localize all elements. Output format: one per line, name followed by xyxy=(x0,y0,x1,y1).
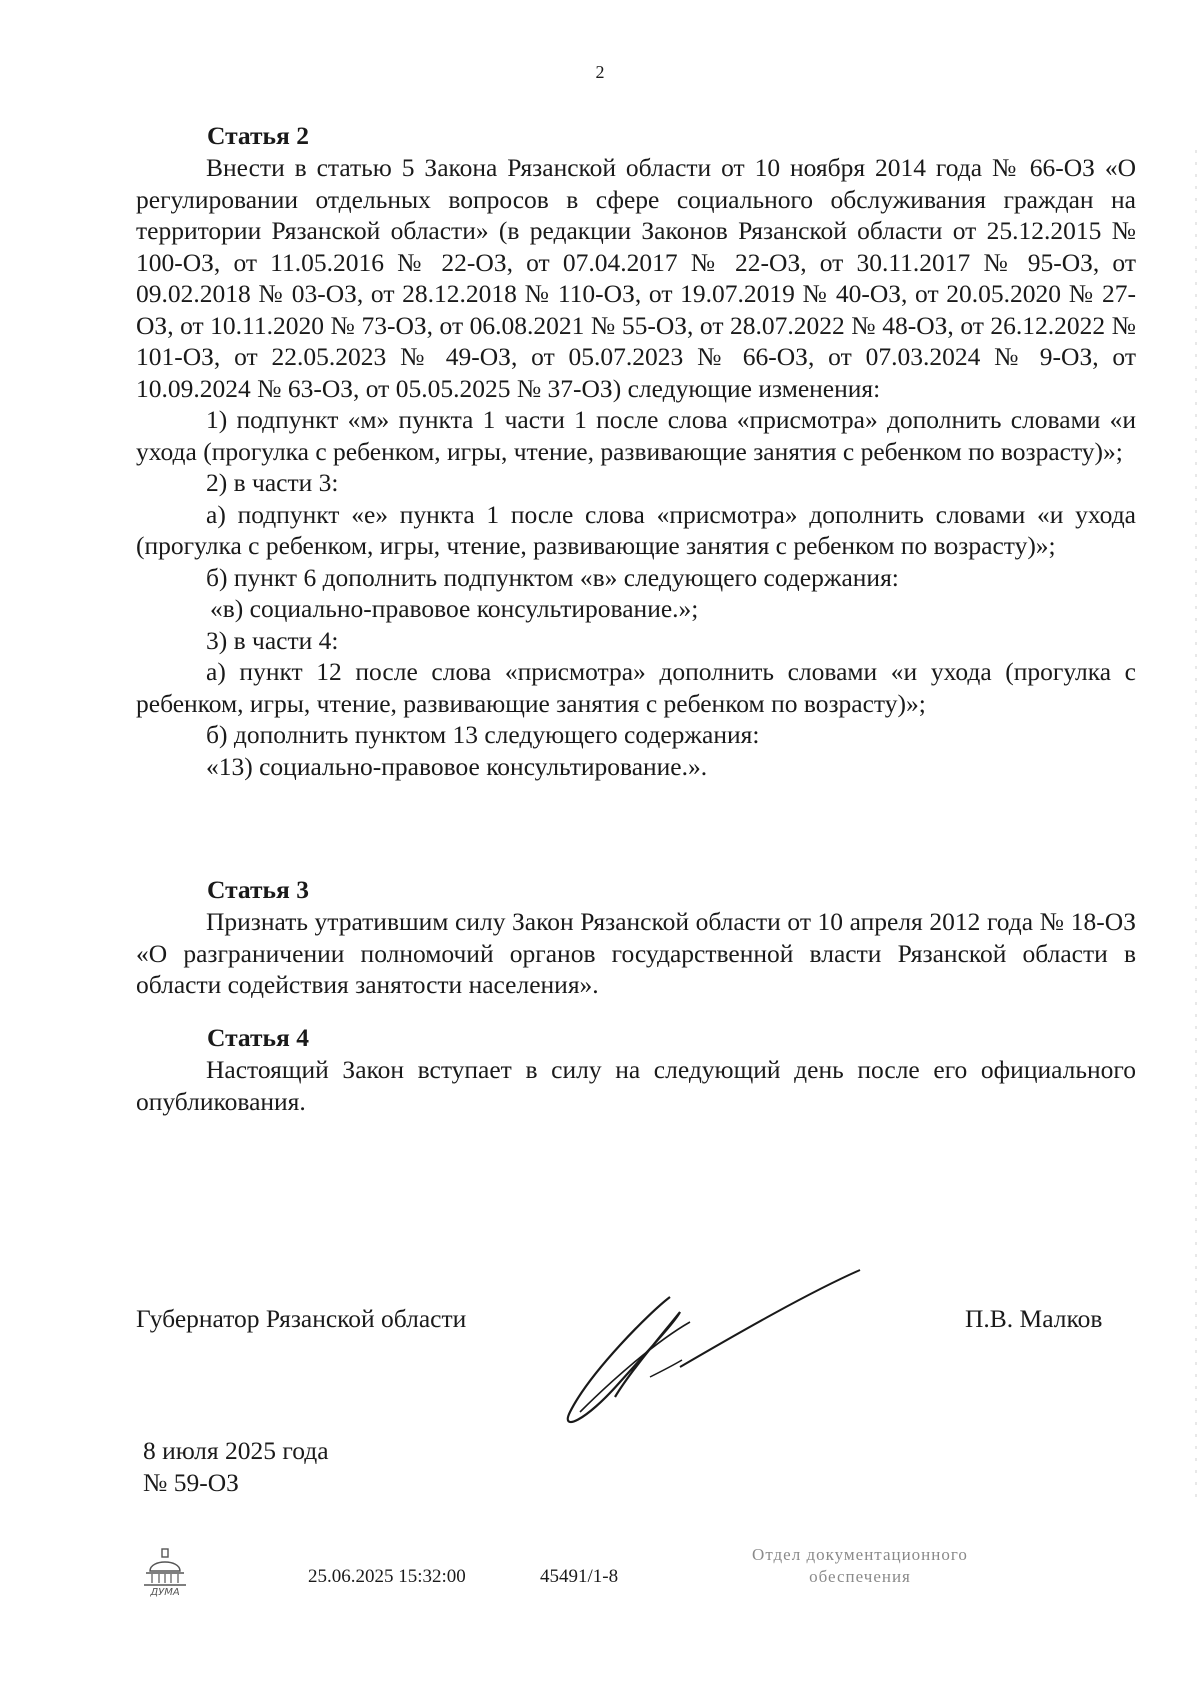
article-2-heading: Статья 2 xyxy=(207,121,309,150)
footer-timestamp: 25.06.2025 15:32:00 xyxy=(308,1566,466,1587)
article-4-text: Настоящий Закон вступает в силу на следующий день после его официального опубликования. xyxy=(136,1055,1136,1116)
page-number: 2 xyxy=(595,62,605,82)
article-4-body xyxy=(136,1054,1136,1117)
governor-name: П.В. Малков xyxy=(965,1304,1103,1333)
scan-edge-artifact xyxy=(1192,0,1200,1695)
footer-code: 45491/1-8 xyxy=(540,1566,619,1587)
stamp-line-2: обеспечения xyxy=(809,1567,911,1586)
article-3-heading: Статья 3 xyxy=(207,875,309,904)
governor-title: Губернатор Рязанской области xyxy=(136,1304,467,1333)
article-2-item-2a: а) подпункт «е» пункта 1 после слова «присмотра» дополнить словами «и ухода (прогулка с ребенком, игры, чтение, развивающие занятия с ребенком по возрасту)»; xyxy=(136,499,1136,560)
article-2-item-3b: б) дополнить пунктом 13 следующего содержания: xyxy=(206,720,760,749)
article-2-item-2b: б) пункт 6 дополнить подпунктом «в» следующего содержания: xyxy=(206,562,899,592)
law-number: № 59-ОЗ xyxy=(143,1468,239,1497)
handwritten-signature xyxy=(560,1262,870,1432)
article-4-heading: Статья 4 xyxy=(207,1023,309,1052)
article-2-item-1: 1) подпункт «м» пункта 1 части 1 после слова «присмотра» дополнить словами «и ухода (прогулка с ребенком, игры, чтение, развивающие занятия с ребенком по возрасту)»; xyxy=(136,405,1136,466)
article-2-item-2b-text: «в) социально-правовое консультирование.»; xyxy=(210,594,699,623)
stamp-line-1: Отдел документационного xyxy=(752,1545,968,1564)
article-2-intro: Внести в статью 5 Закона Рязанской области от 10 ноября 2014 года № 66-ОЗ «О регулировании отдельных вопросов в сфере социального обслуживания граждан на территории Рязанской области» (в редакции Законов Рязанской области от 25.12.2015 № 100-ОЗ, от 11.05.2016 № 22-ОЗ, от 07.04.2017 № 22-ОЗ, от 30.11.2017 № 95-ОЗ, от 09.02.2018 № 03-ОЗ, от 28.12.2018 № 110-ОЗ, от 19.07.2019 № 40-ОЗ, от 20.05.2020 № 27-ОЗ, от 10.11.2020 № 73-ОЗ, от 06.08.2021 № 55-ОЗ, от 28.07.2022 № 48-ОЗ, от 26.12.2022 № 101-ОЗ, от 22.05.2023 № 49-ОЗ, от 05.07.2023 № 66-ОЗ, от 07.03.2024 № 9-ОЗ, от 10.09.2024 № 63-ОЗ, от 05.05.2025 № 37-ОЗ) следующие изменения: xyxy=(136,153,1136,403)
article-2-item-3a: а) пункт 12 после слова «присмотра» дополнить словами «и ухода (прогулка с ребенком, игры, чтение, развивающие занятия с ребенком по возрасту)»; xyxy=(136,657,1136,718)
article-2-body xyxy=(136,152,1136,782)
adoption-date: 8 июля 2025 года xyxy=(143,1436,329,1465)
article-2-item-2: 2) в части 3: xyxy=(206,468,339,497)
duma-logo-icon xyxy=(140,1547,190,1599)
logo-text: ДУМА xyxy=(150,1587,180,1598)
article-3-text: Признать утратившим силу Закон Рязанской области от 10 апреля 2012 года № 18-ОЗ «О разграничении полномочий органов государственной власти Рязанской области в области содействия занятости населения». xyxy=(136,907,1136,999)
article-2-item-3b-text: «13) социально-правовое консультирование.». xyxy=(206,751,708,781)
article-2-item-3: 3) в части 4: xyxy=(206,625,339,655)
article-3-body xyxy=(136,906,1136,1001)
